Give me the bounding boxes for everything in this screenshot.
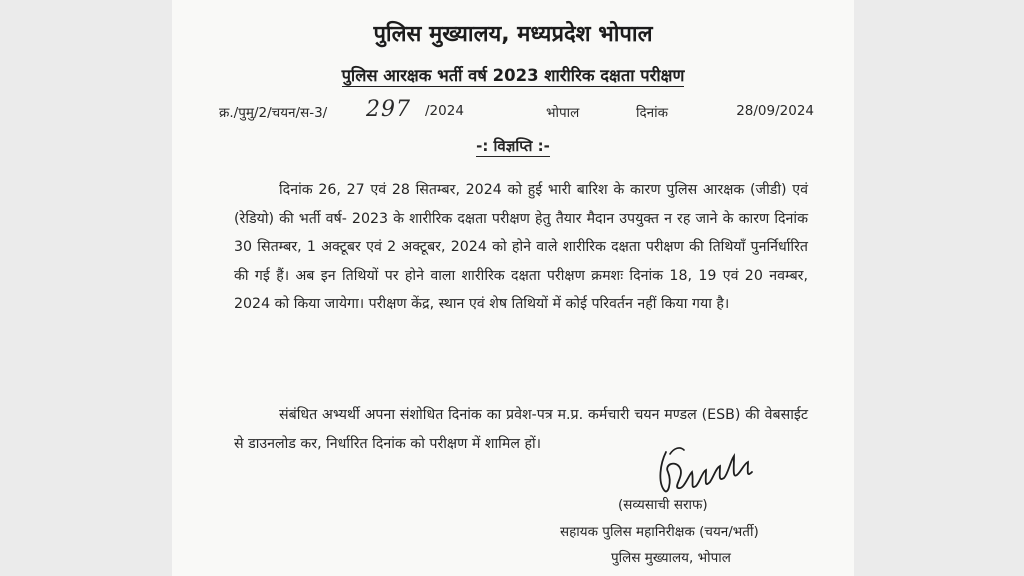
notice-heading-text: -: विज्ञप्ति :- (476, 137, 550, 155)
backdrop-right (854, 0, 1024, 576)
reference-place: भोपाल (546, 105, 580, 121)
notice-subject (172, 63, 854, 86)
reference-year: /2024 (425, 103, 464, 119)
body-paragraph-1: दिनांक 26, 27 एवं 28 सितम्बर, 2024 को हुई भारी बारिश के कारण पुलिस आरक्षक (जीडी) एवं (रेडियो) की भर्ती वर्ष- 2023 के शारीरिक दक्षता परीक्षण हेतु तैयार मैदान उपयुक्त न रह जाने के कारण दिनांक 30 सितम्बर, 1 अक्टूबर एवं 2 अक्टूबर, 2024 को होने वाले शारीरिक दक्षता परीक्षण की तिथियाँ पुनर्निर्धारित की गई हैं। अब इन तिथियों पर होने वाला शारीरिक दक्षता परीक्षण क्रमशः दिनांक 18, 19 एवं 20 नवम्बर, 2024 को किया जायेगा। परीक्षण केंद्र, स्थान एवं शेष तिथियों में कोई परिवर्तन नहीं किया गया है। (234, 182, 808, 312)
reference-prefix: क्र./पुमु/2/चयन/स-3/ (219, 105, 328, 121)
body-paragraph-2: संबंधित अभ्यर्थी अपना संशोधित दिनांक का प्रवेश-पत्र म.प्र. कर्मचारी चयन मण्डल (ESB) की वेबसाईट से डाउनलोड कर, निर्धारित दिनांक को परीक्षण में शामिल हों। (234, 407, 808, 452)
reference-date-label: दिनांक (636, 105, 669, 121)
reference-row (219, 97, 814, 127)
backdrop-left (0, 0, 172, 576)
notice-document (172, 0, 854, 576)
notice-heading (172, 136, 854, 156)
reference-number-handwritten: 297 (366, 97, 411, 122)
signatory-name: (सव्यसाची सराफ) (618, 497, 708, 513)
office-title: पुलिस मुख्यालय, मध्यप्रदेश भोपाल (373, 22, 653, 47)
reference-date: 28/09/2024 (736, 103, 814, 119)
notice-subject-text: पुलिस आरक्षक भर्ती वर्ष 2023 शारीरिक दक्षता परीक्षण (341, 66, 685, 85)
signatory-office: पुलिस मुख्यालय, भोपाल (611, 550, 731, 566)
signatory-designation: सहायक पुलिस महानिरीक्षक (चयन/भर्ती) (560, 524, 759, 540)
